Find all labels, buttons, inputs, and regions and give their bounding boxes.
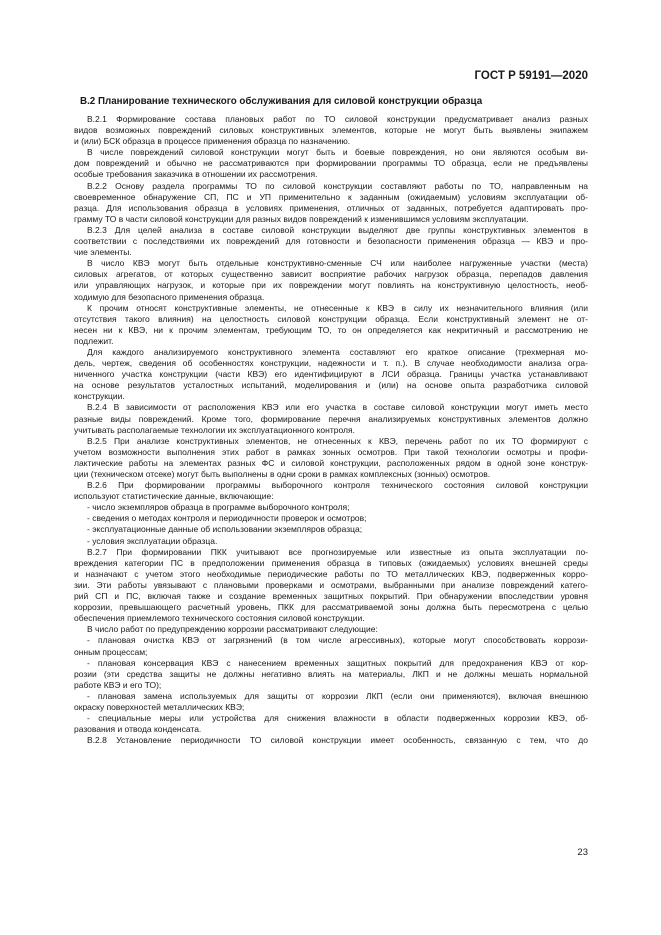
text-line: зии. Эти работы увязывают с плановыми проверками и осмотрами, выбранными при анализе повреждений катего- [74,579,588,590]
text-line: особые требования заказчика в отношении их рассмотрения. [74,169,318,180]
text-line: В.2.6 При формировании программы выборочного контроля технического состояния силовой конструкции [87,480,588,491]
text-line: В.2.7 При формировании ПКК учитывают все прогнозируемые или известные из опыта эксплуатации по- [87,546,588,557]
text-line: учитывать располагаемые технологии их эксплуатационного контроля. [74,424,355,435]
text-line: вреждения категории ПС в предположении применения образца в типовых (ожидаемых) условиях внешней среды [74,557,588,568]
text-line: грамму ТО в части силовой конструкции для разных видов повреждений к изменившимся условиям эксплуатации. [74,213,529,224]
text-line: и назначают с учетом этого необходимые периодические работы по ТО металлических КВЭ, подверженных корро- [74,568,588,579]
text-line: силовых агрегатов, от которых существенно зависит восприятие рабочих нагрузок образца, перепадов давления [74,269,588,280]
text-line: - плановая консервация КВЭ с нанесением временных защитных покрытий для предохранения КВЭ от кор- [87,657,588,668]
text-line: - плановая замена используемых для защиты от коррозии ЛКП (если они применяются), включая внешнюю [87,690,588,701]
text-line: В.2.2 Основу раздела программы ТО по силовой конструкции составляют работы по ТО, направленным на [87,180,588,191]
page-number: 23 [577,847,588,858]
text-line: - условия эксплуатации образца. [87,535,218,546]
text-line: - плановая очистка КВЭ от загрязнений (в том числе агрессивных), которые могут способствовать коррози- [87,635,588,646]
text-line: используют статистические данные, включающие: [74,491,274,502]
document-body [74,96,588,746]
text-line: и (или) БСК образца в процессе применения образца по назначению. [74,136,351,147]
text-line: рий СП и ПС, включая также и создание временных защитных покрытий. При обнаружении впоследствии уровня [74,591,588,602]
text-line: на основе результатов усталостных испытаний, моделирования и (или) на основе опыта разработчика силовой [74,380,588,391]
text-line: В.2.1 Формирование состава плановых работ по ТО силовой конструкции предусматривает анализ разных [87,114,588,124]
text-line: коррозии, превышающего расчетный уровень, ПКК для рассматриваемой зоны должна быть пересмотрена с целью [74,602,588,613]
text-line: окраску поверхностей металлических КВЭ; [74,701,245,712]
text-line: разца. Для использования образца в условиях применения, отличных от заданных, потребуется адаптировать про- [74,202,588,213]
text-line: В.2.8 Установление периодичности ТО силовой конструкции имеет особенность, связанную с тем, что до [87,735,588,746]
text-line: разования и отвода конденсата. [74,724,202,735]
text-line: В.2.4 В зависимости от расположения КВЭ или его участка в составе силовой конструкции могут иметь место [87,402,588,413]
text-line: работе КВЭ и его ТО); [74,679,162,690]
body-text [74,114,588,746]
text-line: ции (техническом отсеке) могут быть выполнены в одни сроки в рамках комплексных (зонных) осмотров. [74,469,491,479]
text-line: соответствии с последствиями их повреждений для готовности и безопасности применения образца — КВЭ и про- [74,236,588,247]
text-line: ниченного участка конструкции (части КВЭ) его идентифицируют в ЛСИ образца. Границы участка устанавливают [74,369,588,380]
text-line: конструкции. [74,391,125,402]
text-line: или управляющих нагрузок, и которые при их повреждении могут повлиять на конструктивную целостность, необ- [74,280,588,291]
text-line: отсутствия такого влияния) на целостность силовой конструкции образца. Если конструктивный элемент не от- [74,313,588,324]
text-line: В.2.5 При анализе конструктивных элементов, не отнесенных к КВЭ, перечень работ по их ТО формируют с [87,435,588,446]
text-line: В число КВЭ могут быть отдельные конструктивно-сменные СЧ или наиболее нагруженные участки (места) [87,258,588,269]
document-standard-id: ГОСТ Р 59191—2020 [474,70,588,82]
text-line: Для каждого анализируемого конструктивного элемента составляют его краткое описание (трехмерная мо- [87,346,588,357]
text-line: розии (эти средства защиты не должны негативно влиять на материалы, ЛКП и не должны мешать нормальной [74,668,588,679]
text-line: разные виды повреждений. Кроме того, формирование перечня анализируемых конструктивных элементов должно [74,413,588,424]
text-line: видов возможных повреждений силовых конструктивных элементов, которые не могут быть выявлены экипажем [74,125,588,136]
text-line: - эксплуатационные данные об использовании экземпляров образца; [87,524,363,535]
text-line: своевременное обнаружение СП, ПС и УП применительно к заданным (ожидаемым) условиям эксплуатации об- [74,191,588,202]
text-line: лактические работы на элементах разных ФС и силовой конструкции, расположенных рядом в одной зоне конструк- [74,457,588,468]
text-line: - специальные меры или устройства для снижения влажности в области подверженных коррозии КВЭ, об- [87,713,588,724]
text-line: подлежит. [74,335,114,346]
text-line: - сведения о методах контроля и периодичности проверок и осмотров; [87,513,367,524]
text-line: В числе повреждений силовой конструкции могут быть и боевые повреждения, но они являются особым ви- [87,147,588,158]
text-line: В.2.3 Для целей анализа в составе силовой конструкции выделяют две группы конструктивных элементов в [87,224,588,235]
text-line: онным процессам; [74,646,148,657]
text-line: дель, чертеж, сведения об особенностях конструкции, надежности и т. п.). В случае необходимости анализа огра- [74,358,588,369]
text-line: К прочим относят конструктивные элементы, не отнесенные к КВЭ в силу их незначительного влияния (или [87,302,588,313]
text-line: несен ни к КВЭ, ни к прочим элементам, требующим ТО, то он определяется как некритичный и рассмотрению не [74,324,588,335]
text-line: учетом возможности выполнения этих работ в рамках зонных осмотров. При такой технологии осмотры и профи- [74,446,588,457]
text-line: обеспечения приемлемого технического состояния силовой конструкции. [74,613,365,624]
section-heading: В.2 Планирование технического обслуживания для силовой конструкции образца [80,96,483,107]
text-line: В число работ по предупреждению коррозии рассматривают следующие: [87,624,378,635]
text-line: дом повреждений и обычно не рассматриваются при формировании программы ТО образца, если не предъявлены [74,158,588,169]
text-line: чие элементы. [74,247,132,258]
text-line: ходимую для безопасного применения образца. [74,291,265,302]
text-line: - число экземпляров образца в программе выборочного контроля; [87,502,350,513]
